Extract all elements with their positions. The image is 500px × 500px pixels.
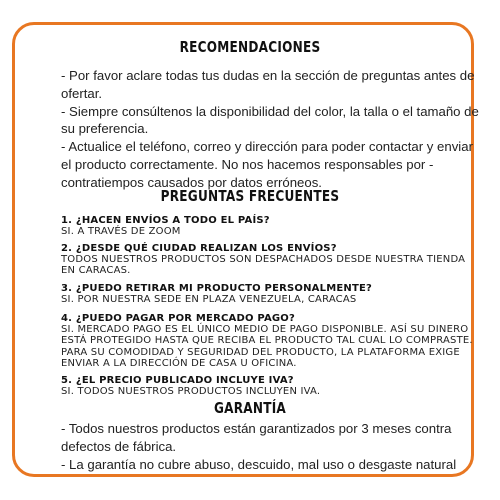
faq-question: 4. ¿PUEDO PAGAR POR MERCADO PAGO? [61, 313, 295, 324]
recomendaciones-heading: RECOMENDACIONES [179, 38, 321, 56]
garantia-item: - Todos nuestros productos están garantizados por 3 meses contra defectos de fábrica. [61, 421, 452, 454]
faq-item [61, 375, 481, 397]
faq-answer: SI. POR NUESTRA SEDE EN PLAZA VENEZUELA, CARACAS [61, 294, 357, 306]
faq-answer: SI. MERCADO PAGO ES EL ÚNICO MEDIO DE PAGO DISPONIBLE. ASÍ SU DINERO ESTÁ PROTEGIDO HASTA QUE RECIBA EL PRODUCTO TAL CUAL LO COMPRASTE. PARA SU COMODIDAD Y SEGURIDAD DEL PRODUCTO, LA PLATAFORMA EXIGE ENVIAR A LA DIRECCIÓN DE CASA U OFICINA. [61, 324, 473, 369]
faq-heading: PREGUNTAS FRECUENTES [160, 187, 340, 205]
faq-item [61, 215, 481, 237]
faq-item [61, 283, 481, 305]
faq-question: 5. ¿EL PRECIO PUBLICADO INCLUYE IVA? [61, 375, 294, 386]
garantia-item: - La garantía no cubre abuso, descuido, mal uso o desgaste natural [61, 456, 457, 472]
recomendacion-item: - Siempre consúltenos la disponibilidad del color, la talla o el tamaño de su preferencia. [61, 103, 479, 137]
faq-question: 1. ¿HACEN ENVÍOS A TODO EL PAÍS? [61, 215, 270, 226]
recomendacion-item: - Por favor aclare todas tus dudas en la sección de preguntas antes de ofertar. [61, 68, 475, 101]
garantia-heading: GARANTÍA [213, 399, 287, 417]
faq-question: 2. ¿DESDE QUÉ CIUDAD REALIZAN LOS ENVÍOS? [61, 243, 337, 254]
faq-item [61, 313, 481, 369]
garantia-list [61, 420, 481, 473]
recomendacion-item: - Actualice el teléfono, correo y dirección para poder contactar y enviar el producto correctamente. No nos hacemos responsables por -contratiempos causados por datos erróneos. [61, 139, 473, 190]
recomendaciones-list [61, 67, 481, 192]
faq-answer: SI. TODOS NUESTROS PRODUCTOS INCLUYEN IVA. [61, 386, 321, 398]
faq-item [61, 243, 481, 277]
faq-answer: SI. A TRAVÉS DE ZOOM [61, 226, 181, 238]
faq-question: 3. ¿PUEDO RETIRAR MI PRODUCTO PERSONALMENTE? [61, 283, 372, 294]
faq-answer: TODOS NUESTROS PRODUCTOS SON DESPACHADOS DESDE NUESTRA TIENDA EN CARACAS. [61, 254, 466, 277]
